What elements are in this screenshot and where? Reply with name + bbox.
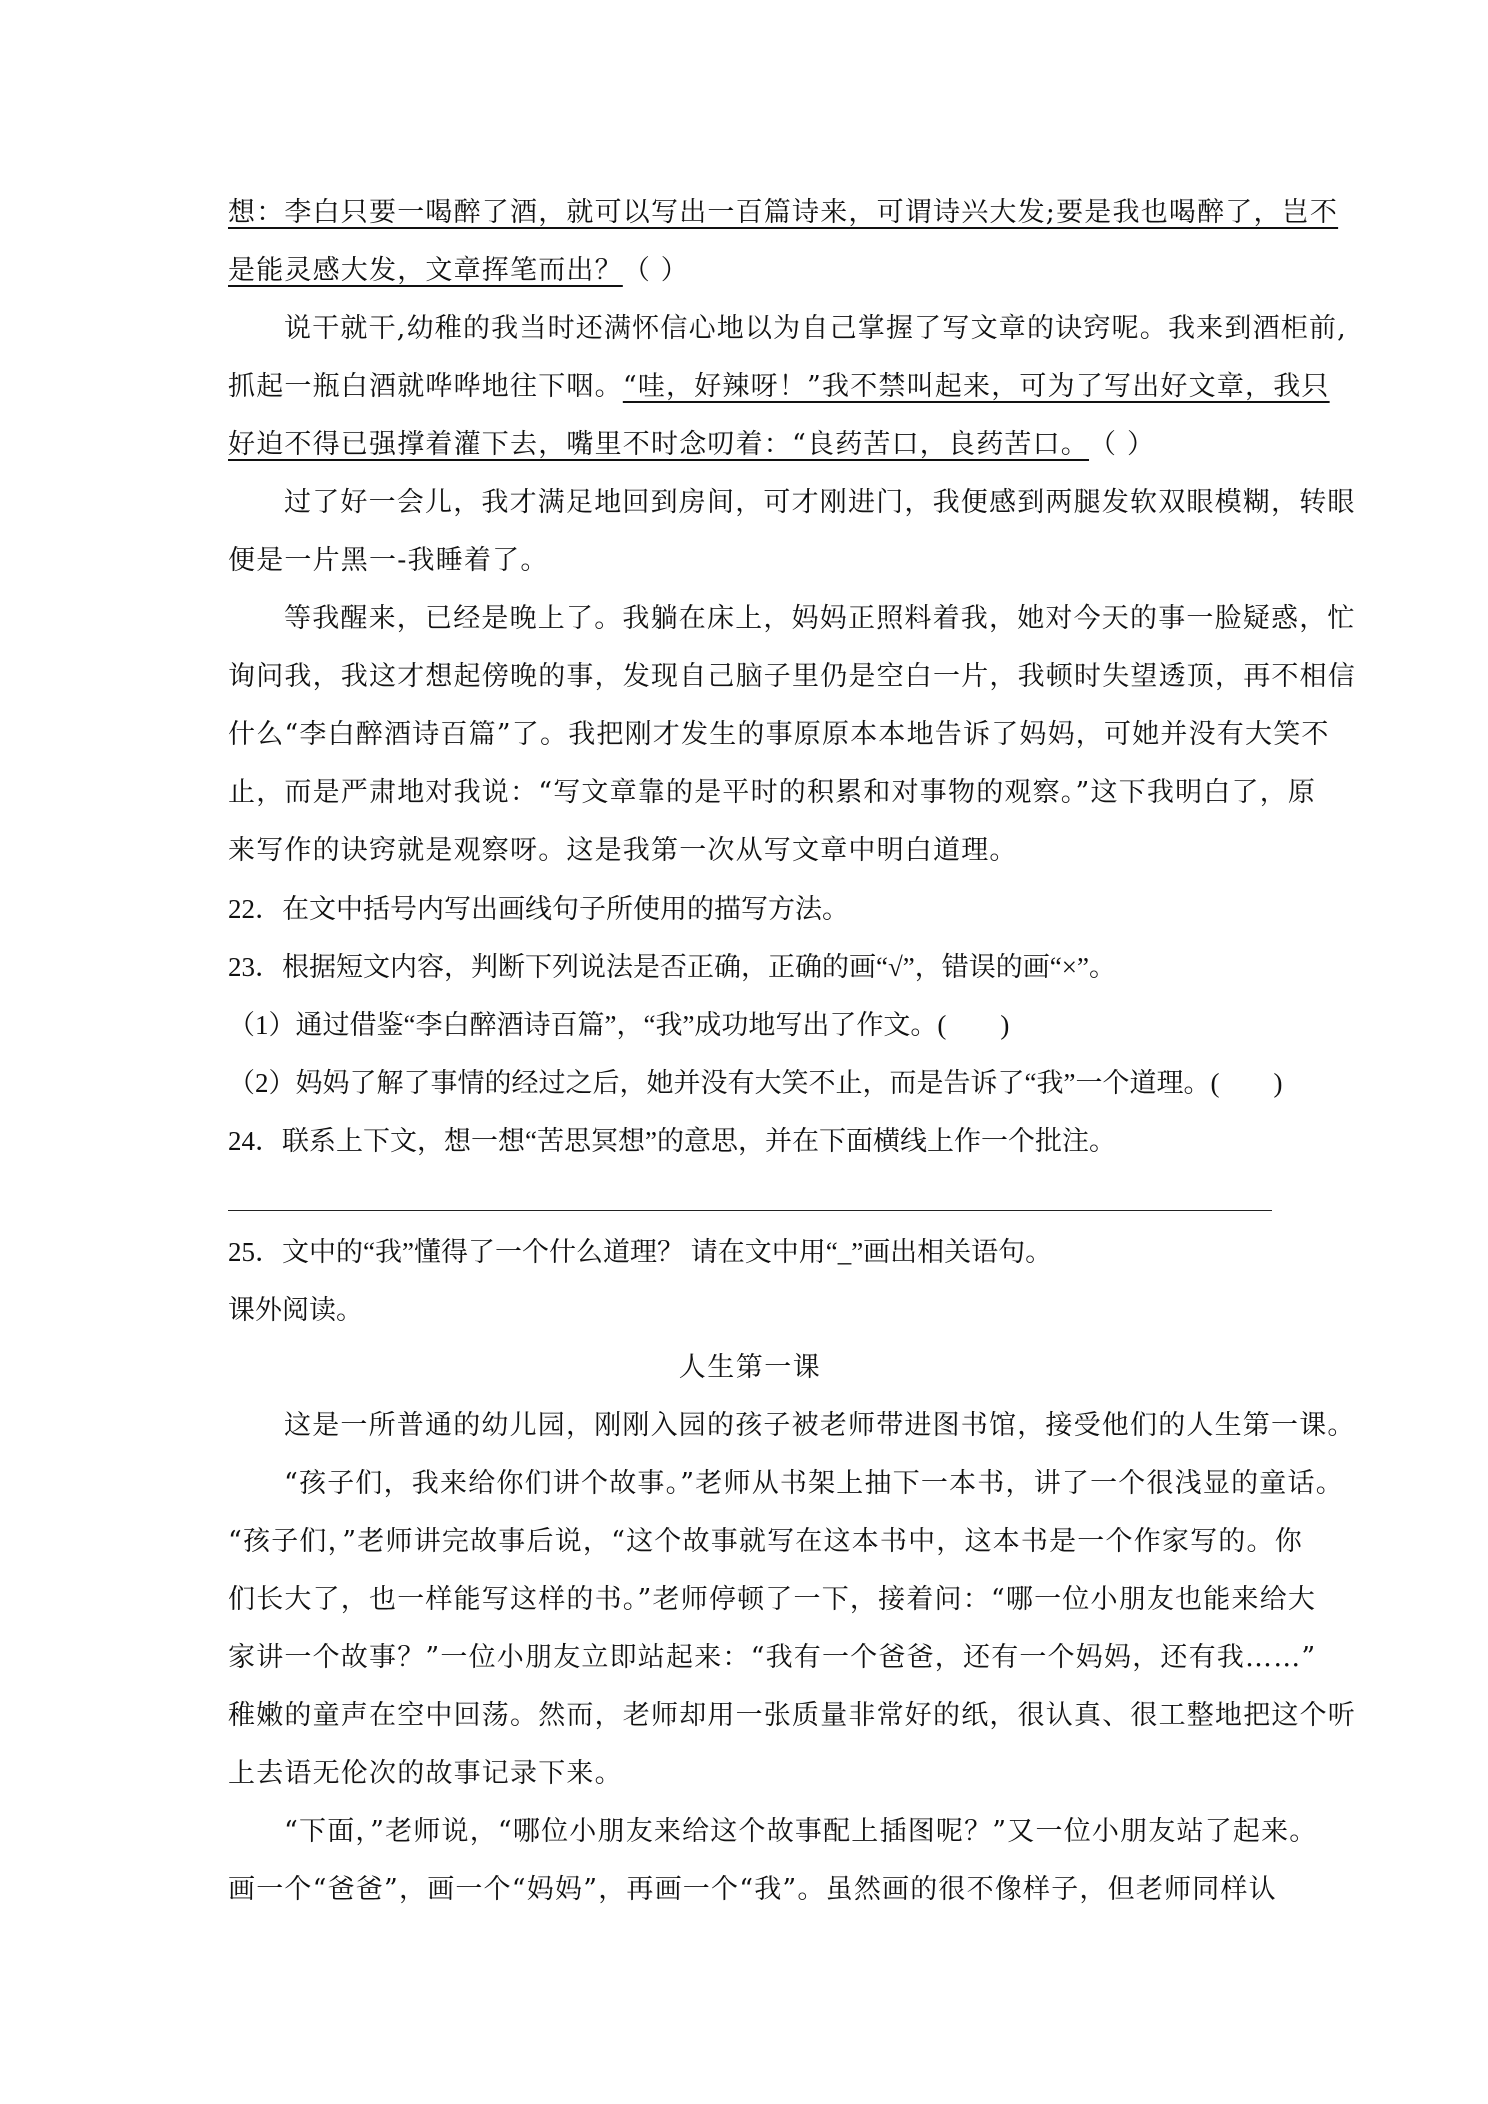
story-title: 人生第一课 xyxy=(678,1352,822,1383)
paragraph-line: 过了好一会儿，我才满足地回到房间，可才刚进门，我便感到两腿发软双眼模糊，转眼 xyxy=(284,487,1356,518)
document-page xyxy=(228,184,1356,1919)
question-25: 25．文中的“我”懂得了一个什么道理？ 请在文中用“_”画出相关语句。 xyxy=(228,1237,1053,1267)
story-line: 画一个“爸爸”，画一个“妈妈”，再画一个“我”。虽然画的很不像样子，但老师同样认 xyxy=(228,1874,1277,1905)
story-line: “下面，”老师说，“哪位小朋友来给这个故事配上插图呢？”又一位小朋友站了起来。 xyxy=(284,1816,1318,1847)
underlined-sentence-end: 是能灵感大发，文章挥笔而出？ xyxy=(228,255,623,286)
paragraph-line: 什么“李白醉酒诗百篇”了。我把刚才发生的事原原本本地告诉了妈妈，可她并没有大笑不 xyxy=(228,719,1330,750)
underlined-sentence-line: 想：李白只要一喝醉了酒，就可以写出一百篇诗来，可谓诗兴大发;要是我也喝醉了，岂不 xyxy=(228,197,1339,228)
paragraph-line xyxy=(228,242,1272,300)
story-line: 稚嫩的童声在空中回荡。然而，老师却用一张质量非常好的纸，很认真、很工整地把这个听 xyxy=(228,1700,1356,1731)
story-line: 这是一所普通的幼儿园，刚刚入园的孩子被老师带进图书馆，接受他们的人生第一课。 xyxy=(284,1410,1356,1441)
story-line: 上去语无伦次的故事记录下来。 xyxy=(228,1758,623,1789)
answer-blank[interactable]: （ ） xyxy=(1089,429,1156,460)
paragraph-line: 说干就干,幼稚的我当时还满怀信心地以为自己掌握了写文章的诀窍呢。我来到酒柜前, xyxy=(284,313,1347,344)
paragraph-line: 止，而是严肃地对我说：“写文章靠的是平时的积累和对事物的观察。”这下我明白了，原 xyxy=(228,777,1317,808)
question-24: 24．联系上下文，想一想“苦思冥想”的意思，并在下面横线上作一个批注。 xyxy=(228,1126,1116,1156)
underlined-sentence: “哇，好辣呀！”我不禁叫起来，可为了写出好文章，我只 xyxy=(622,371,1330,402)
answer-line[interactable] xyxy=(228,1170,1272,1211)
question-22: 22．在文中括号内写出画线句子所使用的描写方法。 xyxy=(228,894,849,924)
paragraph-line: 便是一片黑一-我睡着了。 xyxy=(228,545,549,576)
story-line: 们长大了，也一样能写这样的书。”老师停顿了一下，接着问：“哪一位小朋友也能来给大 xyxy=(228,1584,1317,1615)
story-line: 家讲一个故事？”一位小朋友立即站起来：“我有一个爸爸，还有一个妈妈，还有我……” xyxy=(228,1642,1317,1673)
paragraph-line xyxy=(228,416,1272,474)
story-line: “孩子们，”老师讲完故事后说，“这个故事就写在这本书中，这本书是一个作家写的。你 xyxy=(228,1526,1303,1557)
answer-blank[interactable]: （ ） xyxy=(622,255,689,286)
question-23-item-2[interactable]: （2）妈妈了解了事情的经过之后，她并没有大笑不止，而是告诉了“我”一个道理。( ) xyxy=(228,1068,1283,1098)
story-line: “孩子们，我来给你们讲个故事。”老师从书架上抽下一本书，讲了一个很浅显的童话。 xyxy=(284,1468,1344,1499)
paragraph-line xyxy=(228,358,1330,416)
section-heading: 课外阅读。 xyxy=(228,1295,363,1325)
paragraph-line: 询问我，我这才想起傍晚的事，发现自己脑子里仍是空白一片，我顿时失望透顶，再不相信 xyxy=(228,661,1356,692)
question-23-item-1[interactable]: （1）通过借鉴“李白醉酒诗百篇”，“我”成功地写出了作文。( ) xyxy=(228,1010,1010,1040)
question-23: 23．根据短文内容，判断下列说法是否正确，正确的画“√”，错误的画“×”。 xyxy=(228,952,1116,982)
paragraph-line: 来写作的诀窍就是观察呀。这是我第一次从写文章中明白道理。 xyxy=(228,835,1018,866)
plain-text: 抓起一瓶白酒就哗哗地往下咽。 xyxy=(228,371,623,402)
underlined-sentence-end: 好迫不得已强撑着灌下去，嘴里不时念叨着：“良药苦口，良药苦口。 xyxy=(228,429,1090,460)
paragraph-line: 等我醒来，已经是晚上了。我躺在床上，妈妈正照料着我，她对今天的事一脸疑惑，忙 xyxy=(284,603,1356,634)
